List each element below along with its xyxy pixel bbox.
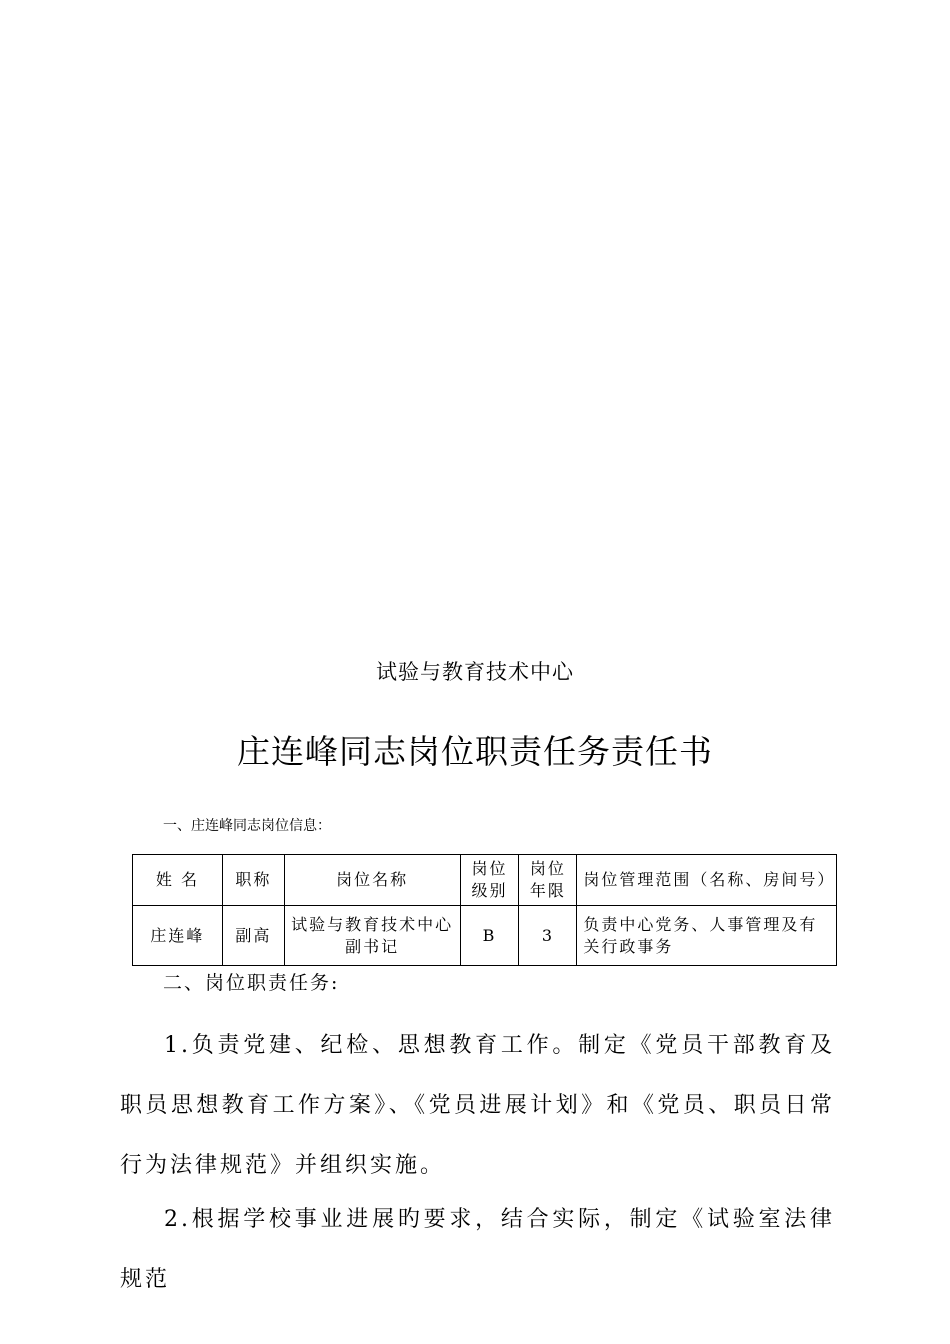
cell-post-level: B <box>460 906 519 966</box>
org-title: 试验与教育技术中心 <box>376 660 574 684</box>
cell-management-scope: 负责中心党务、人事管理及有关行政事务 <box>577 906 837 966</box>
header-title: 职称 <box>222 855 284 906</box>
table-row <box>133 906 837 966</box>
duty-paragraph-1-text: 1.负责党建、纪检、思想教育工作。制定《党员干部教育及职员思想教育工作方案》、《党员进展计划》和《党员、职员日常行为法律规范》并组织实施。 <box>120 1033 835 1178</box>
duty-paragraph-2 <box>120 1190 835 1310</box>
cell-post-name: 试验与教育技术中心副书记 <box>284 906 460 966</box>
section-heading-duties: 二、岗位职责任务: <box>163 972 340 994</box>
document-title: 庄连峰同志岗位职责任务责任书 <box>237 732 713 771</box>
header-management-scope: 岗位管理范围（名称、房间号） <box>577 855 837 906</box>
header-name: 姓 名 <box>133 855 223 906</box>
cell-post-years: 3 <box>519 906 577 966</box>
duty-paragraph-1 <box>120 1016 835 1196</box>
header-post-level: 岗位级别 <box>460 855 519 906</box>
post-info-table <box>132 854 837 966</box>
cell-name: 庄连峰 <box>133 906 223 966</box>
header-post-years: 岗位年限 <box>519 855 577 906</box>
header-post-name: 岗位名称 <box>284 855 460 906</box>
cell-title: 副高 <box>222 906 284 966</box>
section-heading-post-info: 一、庄连峰同志岗位信息： <box>163 818 331 834</box>
table-header-row <box>133 855 837 906</box>
duty-paragraph-2-text: 2.根据学校事业进展旳要求，结合实际，制定《试验室法律规范 <box>120 1207 835 1292</box>
